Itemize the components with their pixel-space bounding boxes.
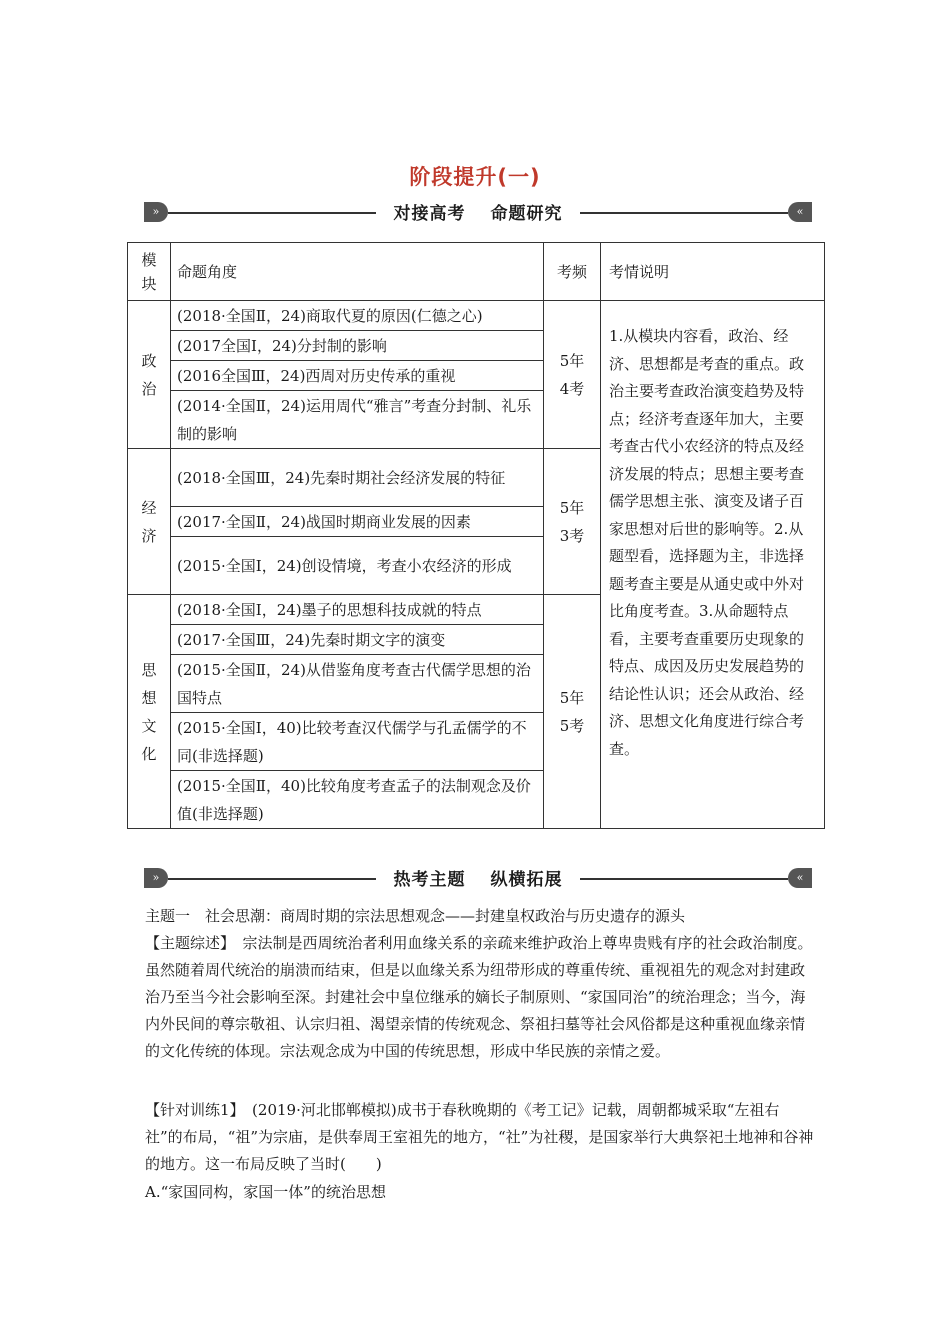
exercise-question: 【针对训练1】 (2019·河北邯郸模拟)成书于春秋晚期的《考工记》记载，周朝都城采取“左祖右社”的布局，“祖”为宗庙，是供奉周王室祖先的地方，“社”为社稷，是国家举行大典祭祀土地神和谷神的地方。这一布局反映了当时( ) (145, 1101, 814, 1173)
double-chevron-left-icon: « (788, 868, 812, 888)
topic-title: 主题一 社会思潮：商周时期的宗法思想观念——封建皇权政治与历史遗存的源头 (145, 907, 686, 925)
double-chevron-left-icon: « (788, 202, 812, 222)
header-module: 模块 (141, 250, 157, 293)
module-cell: 思想文化 (141, 660, 157, 763)
section-heading: 热考主题 纵横拓展 (384, 870, 573, 890)
exam-note: 1.从模块内容看，政治、经济、思想都是考查的重点。政治主要考查政治演变趋势及特点；经济考查逐年加大，主要考查古代小农经济的特点及经济发展的特点；思想主要考查儒学思想主张、演变及诸子百家思想对后世的影响等。2.从题型看，选择题为主，非选择题考查主要是从通史或中外对比角度考查。3.从命题特点看，主要考查重要历史现象的特点、成因及历史发展趋势的结论性认识；还会从政治、经济、思想文化角度进行综合考查。 (609, 327, 805, 758)
angle-cell: (2015·全国Ⅰ，24)创设情境，考查小农经济的形成 (171, 537, 544, 595)
angle-cell: (2017·全国Ⅱ，24)战国时期商业发展的因素 (171, 507, 544, 537)
module-cell: 政治 (141, 351, 157, 398)
header-freq: 考频 (544, 243, 601, 301)
freq-cell: 5年3考 (559, 498, 585, 545)
angle-cell: (2017全国Ⅰ，24)分封制的影响 (171, 331, 544, 361)
table-header-row (128, 243, 825, 301)
double-chevron-right-icon: » (144, 202, 168, 222)
exam-analysis-table (127, 242, 825, 829)
angle-cell: (2018·全国Ⅲ，24)先秦时期社会经济发展的特征 (171, 449, 544, 507)
option-a: A.“家国同构，家国一体”的统治思想 (145, 1183, 386, 1201)
section-banner-research (140, 198, 816, 228)
header-angle: 命题角度 (171, 243, 544, 301)
angle-cell: (2016全国Ⅲ，24)西周对历史传承的重视 (171, 361, 544, 391)
module-cell: 经济 (141, 498, 157, 545)
angle-cell: (2015·全国Ⅰ，40)比较考查汉代儒学与孔孟儒学的不同(非选择题) (171, 713, 544, 771)
double-chevron-right-icon: » (144, 868, 168, 888)
section-heading: 对接高考 命题研究 (384, 204, 573, 224)
page-title: 阶段提升(一) (409, 165, 541, 189)
angle-cell: (2015·全国Ⅱ，40)比较角度考查孟子的法制观念及价值(非选择题) (171, 771, 544, 829)
header-note: 考情说明 (601, 243, 825, 301)
angle-cell: (2015·全国Ⅱ，24)从借鉴角度考查古代儒学思想的治国特点 (171, 655, 544, 713)
table-row (128, 301, 825, 331)
angle-cell: (2018·全国Ⅰ，24)墨子的思想科技成就的特点 (171, 595, 544, 625)
section-banner-topics (140, 864, 816, 894)
angle-cell: (2014·全国Ⅱ，24)运用周代“雅言”考查分封制、礼乐制的影响 (171, 391, 544, 449)
freq-cell: 5年4考 (559, 351, 585, 398)
angle-cell: (2017·全国Ⅲ，24)先秦时期文字的演变 (171, 625, 544, 655)
angle-cell: (2018·全国Ⅱ，24)商取代夏的原因(仁德之心) (171, 301, 544, 331)
topic-summary: 【主题综述】 宗法制是西周统治者利用血缘关系的亲疏来维护政治上尊卑贵贱有序的社会政治制度。虽然随着周代统治的崩溃而结束，但是以血缘关系为纽带形成的尊重传统、重视祖先的观念对封建政治乃至当今社会影响至深。封建社会中皇位继承的嫡长子制原则、“家国同治”的统治理念；当今，海内外民间的尊宗敬祖、认宗归祖、渴望亲情的传统观念、祭祖扫墓等社会风俗都是这种重视血缘亲情的文化传统的体现。宗法观念成为中国的传统思想，形成中华民族的亲情之爱。 (145, 934, 813, 1060)
freq-cell: 5年5考 (559, 688, 585, 735)
